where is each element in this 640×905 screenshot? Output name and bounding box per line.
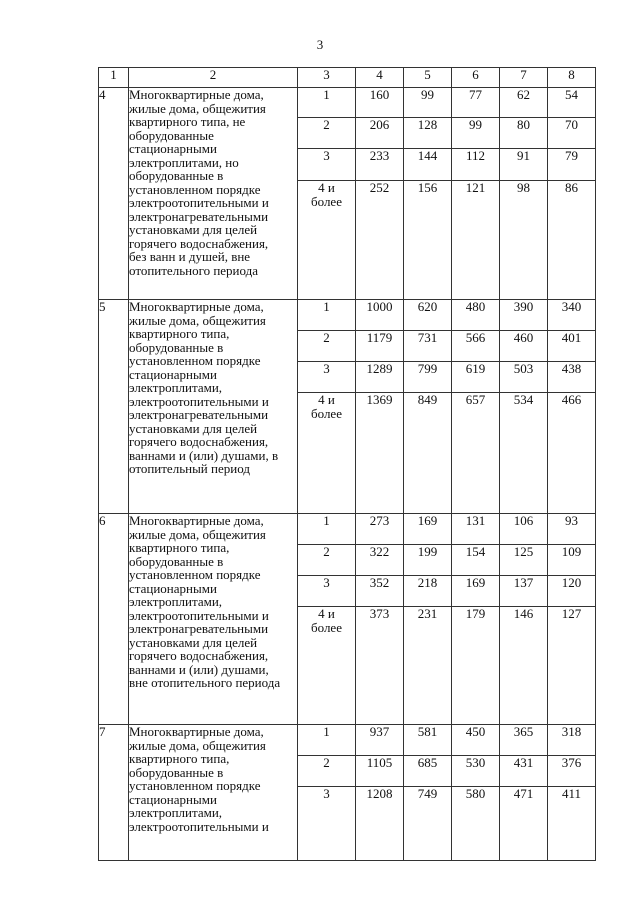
description-line: жилые дома, общежития <box>129 100 266 116</box>
rooms-count: 2 <box>323 117 330 132</box>
norm-value-cell: 1369 <box>356 393 404 514</box>
description-line: оборудованные <box>129 127 214 143</box>
norm-value-cell: 106 <box>500 514 548 545</box>
rooms-count-cell <box>298 756 356 787</box>
norm-value-cell: 179 <box>452 607 500 725</box>
norm-value-cell: 169 <box>452 576 500 607</box>
norm-value-cell: 1000 <box>356 300 404 331</box>
rooms-count-cell <box>298 725 356 756</box>
description-line: оборудованные в <box>129 339 224 355</box>
header-cell: 3 <box>298 68 356 88</box>
description-line: оборудованные в <box>129 553 224 569</box>
norm-value-cell: 160 <box>356 88 404 118</box>
norm-value-cell: 530 <box>452 756 500 787</box>
norm-value-cell: 580 <box>452 787 500 861</box>
rooms-count: 3 <box>323 361 330 376</box>
page-number: 3 <box>316 37 324 52</box>
norm-value-cell: 109 <box>548 545 596 576</box>
norm-value-cell: 137 <box>500 576 548 607</box>
norm-value-cell: 450 <box>452 725 500 756</box>
rooms-count-cell <box>298 181 356 300</box>
row-number: 6 <box>99 514 129 725</box>
rooms-count: более <box>311 405 342 421</box>
description-line: жилые дома, общежития <box>129 526 266 542</box>
rooms-count-cell <box>298 393 356 514</box>
norm-value-cell: 128 <box>404 118 452 149</box>
norm-value-cell: 365 <box>500 725 548 756</box>
norm-value-cell: 566 <box>452 331 500 362</box>
norm-value-cell: 401 <box>548 331 596 362</box>
rooms-count: 3 <box>323 575 330 590</box>
description-line: электроотопительными и <box>129 195 269 210</box>
housing-type-description <box>129 725 298 861</box>
norm-value-cell: 685 <box>404 756 452 787</box>
description-line: установленном порядке <box>129 567 261 582</box>
description-line: установками для целей <box>129 634 258 650</box>
header-cell: 1 <box>99 68 129 88</box>
rooms-count: 2 <box>323 755 330 770</box>
description-line: ваннами и (или) душами, в <box>129 447 279 463</box>
description-line: электронагревательными <box>129 621 269 636</box>
housing-type-description <box>129 514 298 725</box>
description-line: горячего водоснабжения, <box>129 648 269 663</box>
norm-value-cell: 1179 <box>356 331 404 362</box>
consumption-norms-table <box>98 67 596 861</box>
description-line: электроотопительными и <box>129 393 269 409</box>
norm-value-cell: 125 <box>500 545 548 576</box>
norm-value-cell: 62 <box>500 88 548 118</box>
description-line: квартирного типа, <box>129 326 230 341</box>
rooms-count: 4 и <box>318 606 335 621</box>
header-cell: 7 <box>500 68 548 88</box>
description-line: электроотопительными и <box>129 607 269 623</box>
description-line: стационарными <box>129 366 217 382</box>
description-line: Многоквартирные дома, <box>129 87 264 102</box>
norm-value-cell: 99 <box>404 88 452 118</box>
norm-value-cell: 731 <box>404 331 452 362</box>
description-line: установленном порядке <box>129 181 261 197</box>
description-line: отопительного периода <box>129 262 259 278</box>
description-line: жилые дома, общежития <box>129 312 266 328</box>
norm-value-cell: 273 <box>356 514 404 545</box>
norm-value-cell: 77 <box>452 88 500 118</box>
norm-value-cell: 199 <box>404 545 452 576</box>
norm-value-cell: 169 <box>404 514 452 545</box>
header-row <box>99 68 596 88</box>
rooms-count: 1 <box>323 724 330 739</box>
norm-value-cell: 1208 <box>356 787 404 861</box>
rooms-count-cell <box>298 607 356 725</box>
header-cell: 5 <box>404 68 452 88</box>
norm-value-cell: 849 <box>404 393 452 514</box>
description-line: электроотопительными и <box>129 818 269 834</box>
rooms-count: 2 <box>323 330 330 345</box>
description-line: электроплитами, но <box>129 154 239 170</box>
description-line: горячего водоснабжения, <box>129 434 269 449</box>
description-line: жилые дома, общежития <box>129 737 266 753</box>
rooms-count: 4 и <box>318 392 335 407</box>
norm-value-cell: 534 <box>500 393 548 514</box>
norm-value-cell: 322 <box>356 545 404 576</box>
description-line: электроплитами, <box>129 594 223 609</box>
norm-value-cell: 411 <box>548 787 596 861</box>
norm-value-cell: 431 <box>500 756 548 787</box>
description-line: оборудованные в <box>129 764 224 780</box>
norm-value-cell: 466 <box>548 393 596 514</box>
norm-value-cell: 581 <box>404 725 452 756</box>
norm-value-cell: 252 <box>356 181 404 300</box>
norm-value-cell: 91 <box>500 149 548 181</box>
housing-type-description <box>129 300 298 514</box>
norm-value-cell: 480 <box>452 300 500 331</box>
rooms-count-cell <box>298 787 356 861</box>
norm-value-cell: 460 <box>500 331 548 362</box>
rooms-count: 4 и <box>318 180 335 195</box>
norm-value-cell: 54 <box>548 88 596 118</box>
rooms-count-cell <box>298 514 356 545</box>
rooms-count-cell <box>298 88 356 118</box>
norm-value-cell: 231 <box>404 607 452 725</box>
description-line: ваннами и (или) душами, <box>129 661 269 677</box>
norm-value-cell: 112 <box>452 149 500 181</box>
norm-value-cell: 352 <box>356 576 404 607</box>
norm-value-cell: 98 <box>500 181 548 300</box>
rooms-count-cell <box>298 576 356 607</box>
table-row <box>99 725 596 756</box>
norm-value-cell: 376 <box>548 756 596 787</box>
norm-value-cell: 156 <box>404 181 452 300</box>
rooms-count: 3 <box>323 786 330 801</box>
rooms-count-cell <box>298 149 356 181</box>
rooms-count: 3 <box>323 148 330 163</box>
norm-value-cell: 80 <box>500 118 548 149</box>
description-line: Многоквартирные дома, <box>129 724 264 739</box>
description-line: стационарными <box>129 580 217 596</box>
norm-value-cell: 438 <box>548 362 596 393</box>
norm-value-cell: 657 <box>452 393 500 514</box>
housing-type-description <box>129 88 298 300</box>
table-row <box>99 300 596 331</box>
rooms-count-cell <box>298 118 356 149</box>
rooms-count-cell <box>298 545 356 576</box>
description-line: установленном порядке <box>129 353 261 368</box>
norm-value-cell: 127 <box>548 607 596 725</box>
description-line: установленном порядке <box>129 778 261 793</box>
description-line: электронагревательными <box>129 208 269 224</box>
rooms-count: 1 <box>323 513 330 528</box>
norm-value-cell: 749 <box>404 787 452 861</box>
norm-value-cell: 121 <box>452 181 500 300</box>
norm-value-cell: 318 <box>548 725 596 756</box>
description-line: установками для целей <box>129 420 258 436</box>
rooms-count-cell <box>298 300 356 331</box>
norm-value-cell: 340 <box>548 300 596 331</box>
description-line: электронагревательными <box>129 407 269 422</box>
table-row <box>99 514 596 545</box>
description-line: квартирного типа, <box>129 540 230 555</box>
description-line: оборудованные в <box>129 168 224 183</box>
norm-value-cell: 390 <box>500 300 548 331</box>
table-row <box>99 88 596 118</box>
description-line: электроплитами, <box>129 805 223 820</box>
norm-value-cell: 93 <box>548 514 596 545</box>
description-line: отопительный период <box>129 461 250 476</box>
norm-value-cell: 1105 <box>356 756 404 787</box>
description-line: Многоквартирные дома, <box>129 299 264 314</box>
norm-value-cell: 503 <box>500 362 548 393</box>
norm-value-cell: 471 <box>500 787 548 861</box>
norm-value-cell: 70 <box>548 118 596 149</box>
header-cell: 2 <box>129 68 298 88</box>
header-cell: 4 <box>356 68 404 88</box>
norm-value-cell: 154 <box>452 545 500 576</box>
description-line: квартирного типа, не <box>129 114 246 129</box>
norm-value-cell: 233 <box>356 149 404 181</box>
norm-value-cell: 1289 <box>356 362 404 393</box>
norm-value-cell: 799 <box>404 362 452 393</box>
description-line: установками для целей <box>129 222 258 237</box>
rooms-count: более <box>311 193 342 209</box>
norm-value-cell: 146 <box>500 607 548 725</box>
description-line: стационарными <box>129 141 217 156</box>
norm-value-cell: 206 <box>356 118 404 149</box>
header-cell: 8 <box>548 68 596 88</box>
description-line: квартирного типа, <box>129 751 230 766</box>
rooms-count: более <box>311 619 342 635</box>
norm-value-cell: 619 <box>452 362 500 393</box>
description-line: вне отопительного периода <box>129 675 281 690</box>
norm-value-cell: 620 <box>404 300 452 331</box>
norm-value-cell: 373 <box>356 607 404 725</box>
rooms-count: 1 <box>323 87 330 102</box>
description-line: стационарными <box>129 791 217 807</box>
rooms-count-cell <box>298 331 356 362</box>
norm-value-cell: 937 <box>356 725 404 756</box>
norm-value-cell: 218 <box>404 576 452 607</box>
norm-value-cell: 79 <box>548 149 596 181</box>
norm-value-cell: 144 <box>404 149 452 181</box>
rooms-count: 1 <box>323 299 330 314</box>
rooms-count-cell <box>298 362 356 393</box>
norm-value-cell: 131 <box>452 514 500 545</box>
row-number: 5 <box>99 300 129 514</box>
description-line: электроплитами, <box>129 380 223 395</box>
description-line: горячего водоснабжения, <box>129 235 269 251</box>
header-cell: 6 <box>452 68 500 88</box>
description-line: без ванн и душей, вне <box>129 249 251 264</box>
norm-value-cell: 86 <box>548 181 596 300</box>
rooms-count: 2 <box>323 544 330 559</box>
norm-value-cell: 99 <box>452 118 500 149</box>
row-number: 4 <box>99 88 129 300</box>
description-line: Многоквартирные дома, <box>129 513 264 528</box>
row-number: 7 <box>99 725 129 861</box>
norm-value-cell: 120 <box>548 576 596 607</box>
